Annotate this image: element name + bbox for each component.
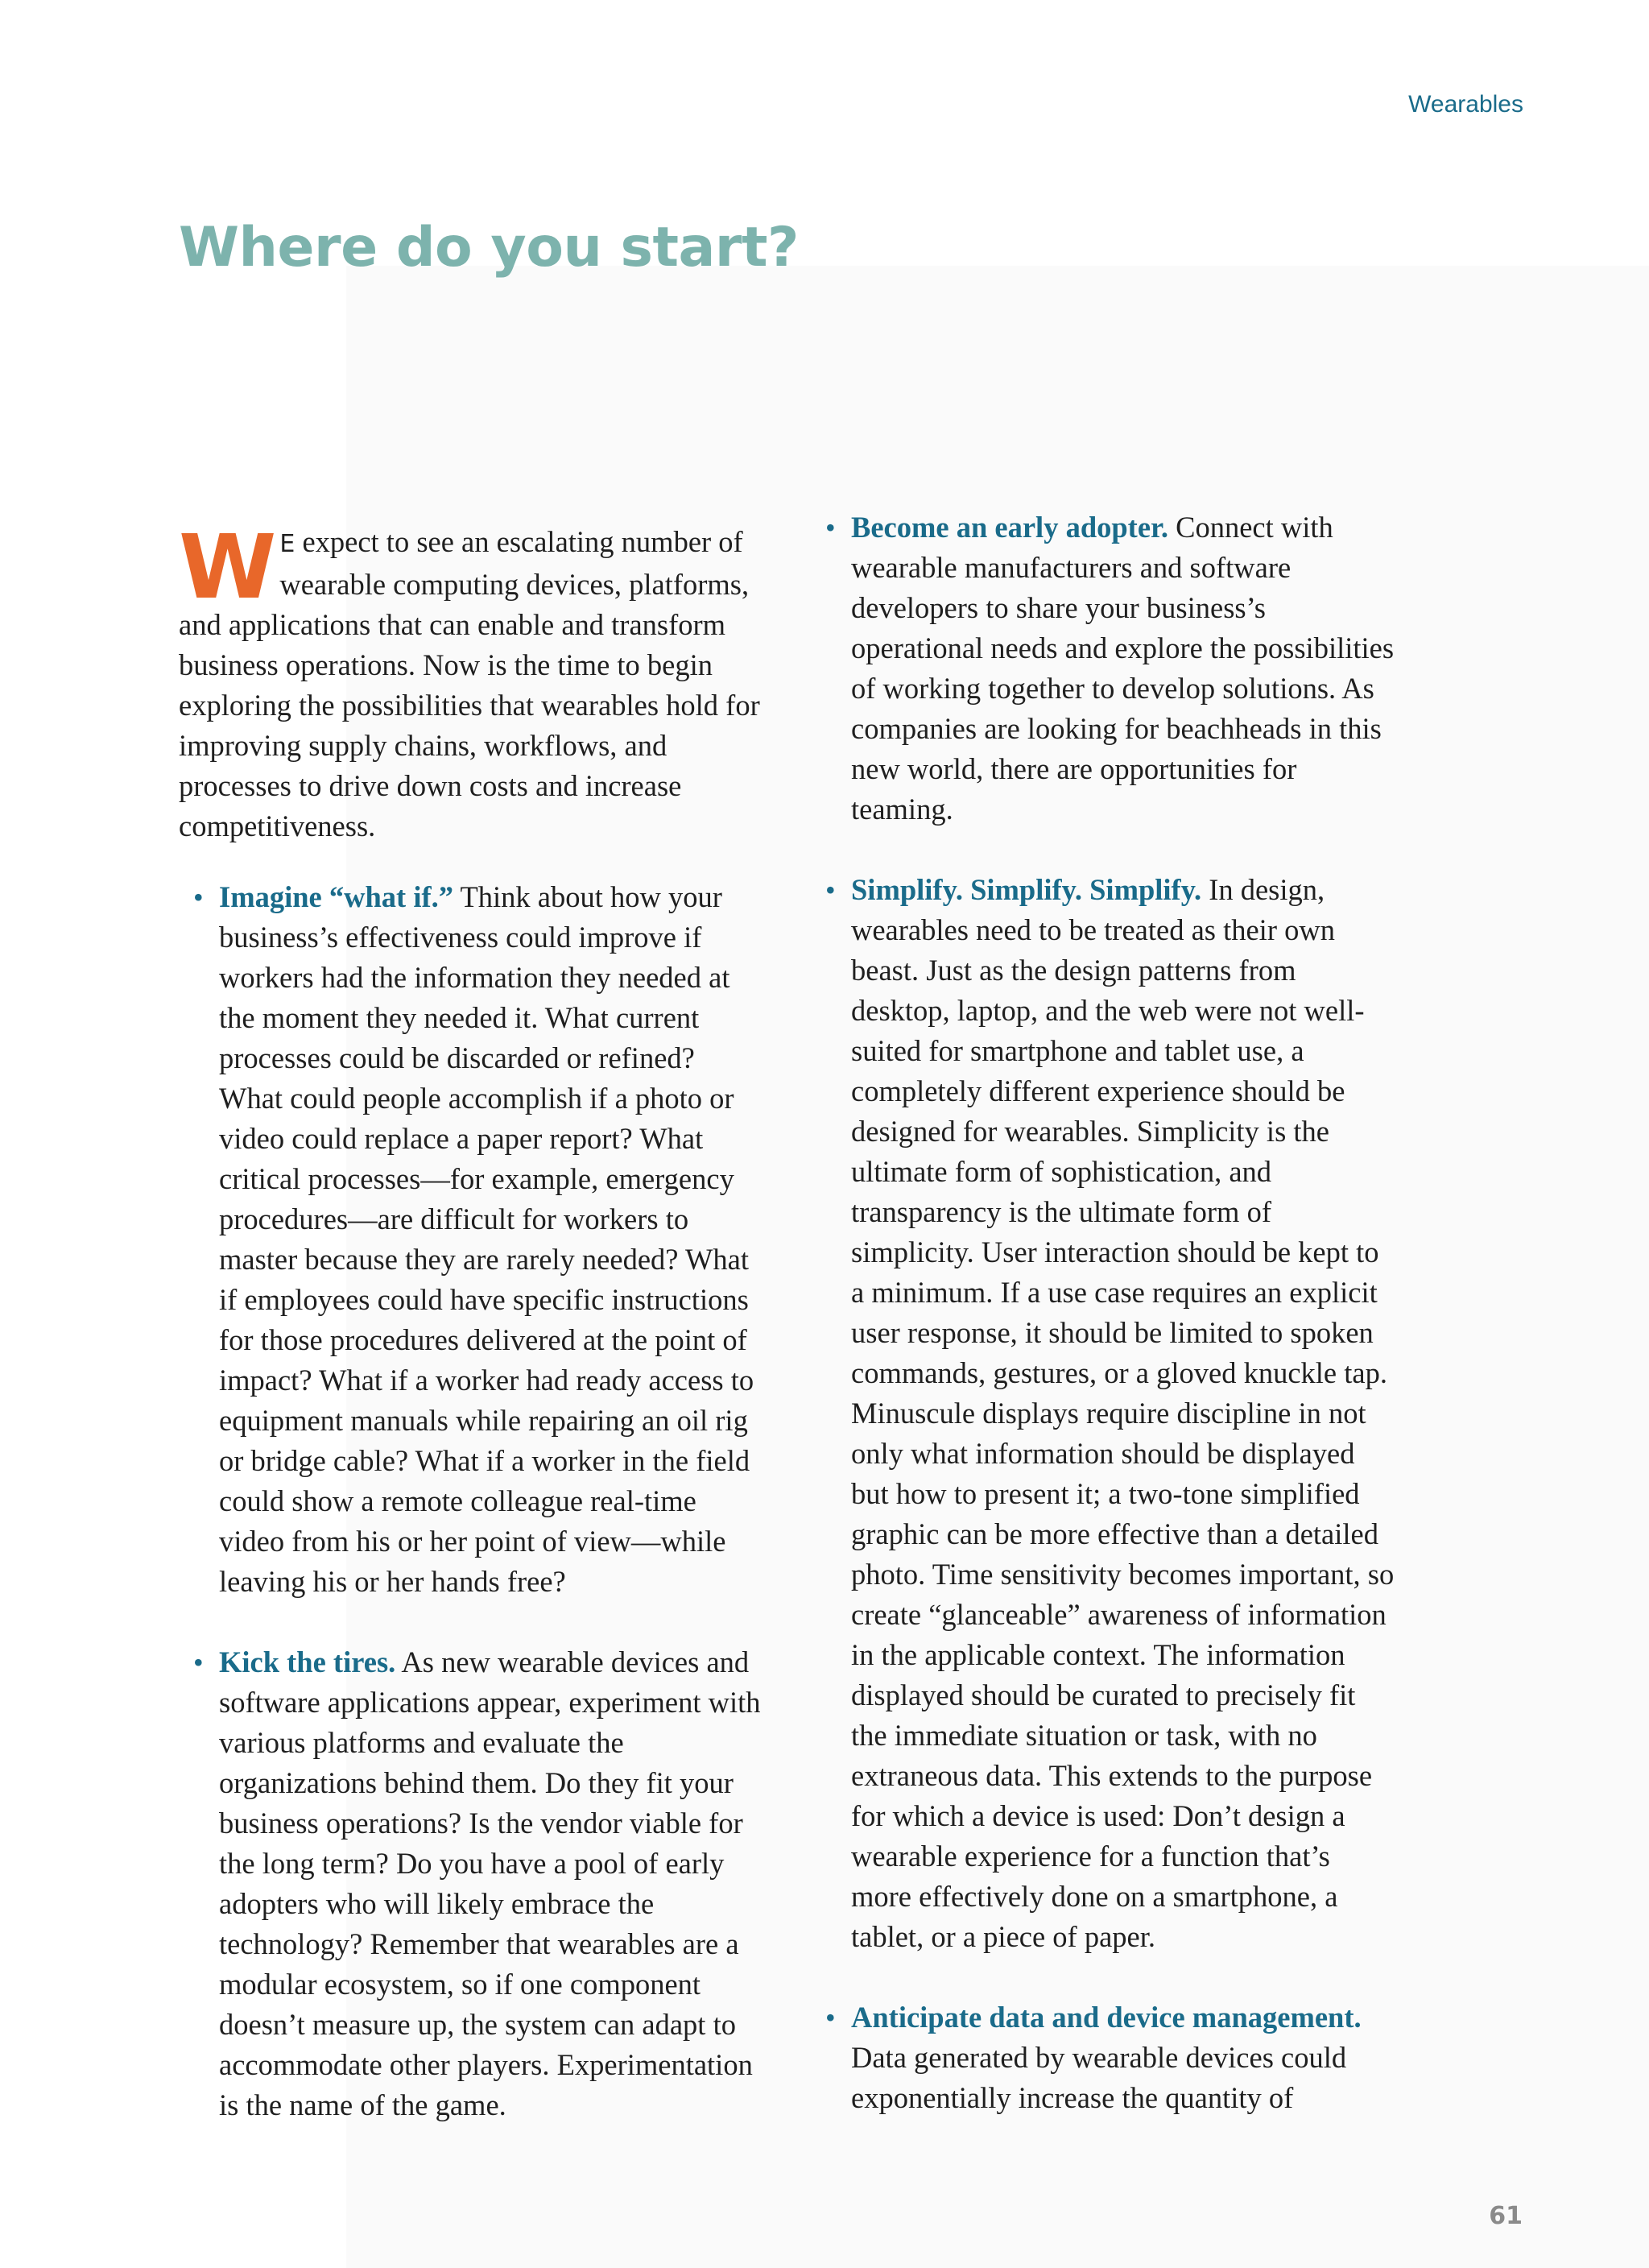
bullet-lead: Anticipate data and device management. — [851, 2001, 1362, 2034]
bullet-text: Data generated by wearable devices could exponentially increase the quantity of — [851, 2041, 1347, 2114]
page-title: Where do you start? — [179, 216, 799, 279]
left-column — [179, 515, 763, 2166]
bullet-text: Connect with wearable manufacturers and software developers to share your business’s operational needs and explore the possibilities of working together to develop solutions. As companies are looking for beachheads in this new world, there are opportunities for teaming. — [851, 511, 1395, 826]
bullet-dot-icon: • — [193, 1646, 204, 1678]
bullet-dot-icon: • — [825, 874, 836, 906]
bullet-text: In design, wearables need to be treated as their own beast. Just as the design patterns from desktop, laptop, and the web were not well-suited for smartphone and tablet use, a completely different experience should be designed for wearables. Simplicity is the ultimate form of sophistication, and transparency is the ultimate form of simplicity. User interaction should be kept to a minimum. If a use case requires an explicit user response, it should be limited to spoken commands, gestures, or a gloved knuckle tap. Minuscule displays require discipline in not only what information should be displayed but how to present it; a two-tone simplified graphic can be more effective than a detailed photo. Time sensitivity becomes important, so create “glanceable” awareness of information in the applicable context. The information displayed should be curated to precisely fit the immediate situation or task, with no extraneous data. This extends to the purpose for which a device is used: Don’t design a wearable experience for a function that’s more effectively done on a smartphone, a tablet, or a piece of paper. — [851, 873, 1395, 1953]
page-number: 61 — [1489, 2202, 1523, 2230]
intro-small-cap: E — [279, 530, 295, 558]
bullet-simplify — [811, 870, 1395, 1957]
bullet-anticipate-data — [811, 1997, 1395, 2118]
bullet-lead: Become an early adopter. — [851, 511, 1168, 544]
bullet-imagine-what-if — [179, 877, 763, 1602]
drop-cap: W — [179, 515, 275, 619]
right-bullet-list — [811, 507, 1395, 2118]
bullet-lead: Kick the tires. — [219, 1645, 396, 1678]
bullet-lead: Simplify. Simplify. Simplify. — [851, 873, 1202, 906]
intro-text: expect to see an escalating number of wearable computing devices, platforms, and applications that can enable and transform business operations. Now is the time to begin exploring the possibilities that wearables hold for improving supply chains, workflows, and processes to drive down costs and increase competitiveness. — [179, 525, 760, 842]
right-column — [811, 507, 1395, 2158]
left-bullet-list — [179, 877, 763, 2125]
bullet-early-adopter — [811, 507, 1395, 830]
bullet-text: As new wearable devices and software applications appear, experiment with various platforms and evaluate the organizations behind them. Do they fit your business operations? Is the vendor viable for the long term? Do you have a pool of early adopters who will likely embrace the technology? Remember that wearables are a modular ecosystem, so if one component doesn’t measure up, the system can adapt to accommodate other players. Experimentation is the name of the game. — [219, 1645, 761, 2121]
bullet-lead: Imagine “what if.” — [219, 880, 453, 913]
bullet-dot-icon: • — [193, 881, 204, 913]
bullet-kick-the-tires — [179, 1642, 763, 2125]
intro-paragraph — [179, 515, 763, 846]
bullet-text: Think about how your business’s effectiveness could improve if workers had the information they needed at the moment they needed it. What current processes could be discarded or refined? What could people accomplish if a photo or video could replace a paper report? What critical processes—for example, emergency procedures—are difficult for workers to master because they are rarely needed? What if employees could have specific instructions for those procedures delivered at the point of impact? What if a worker had ready access to equipment manuals while repairing an oil rig or bridge cable? What if a worker in the field could show a remote colleague real-time video from his or her point of view—while leaving his or her hands free? — [219, 880, 754, 1598]
bullet-dot-icon: • — [825, 511, 836, 544]
section-label: Wearables — [1408, 91, 1523, 118]
bullet-dot-icon: • — [825, 2001, 836, 2034]
